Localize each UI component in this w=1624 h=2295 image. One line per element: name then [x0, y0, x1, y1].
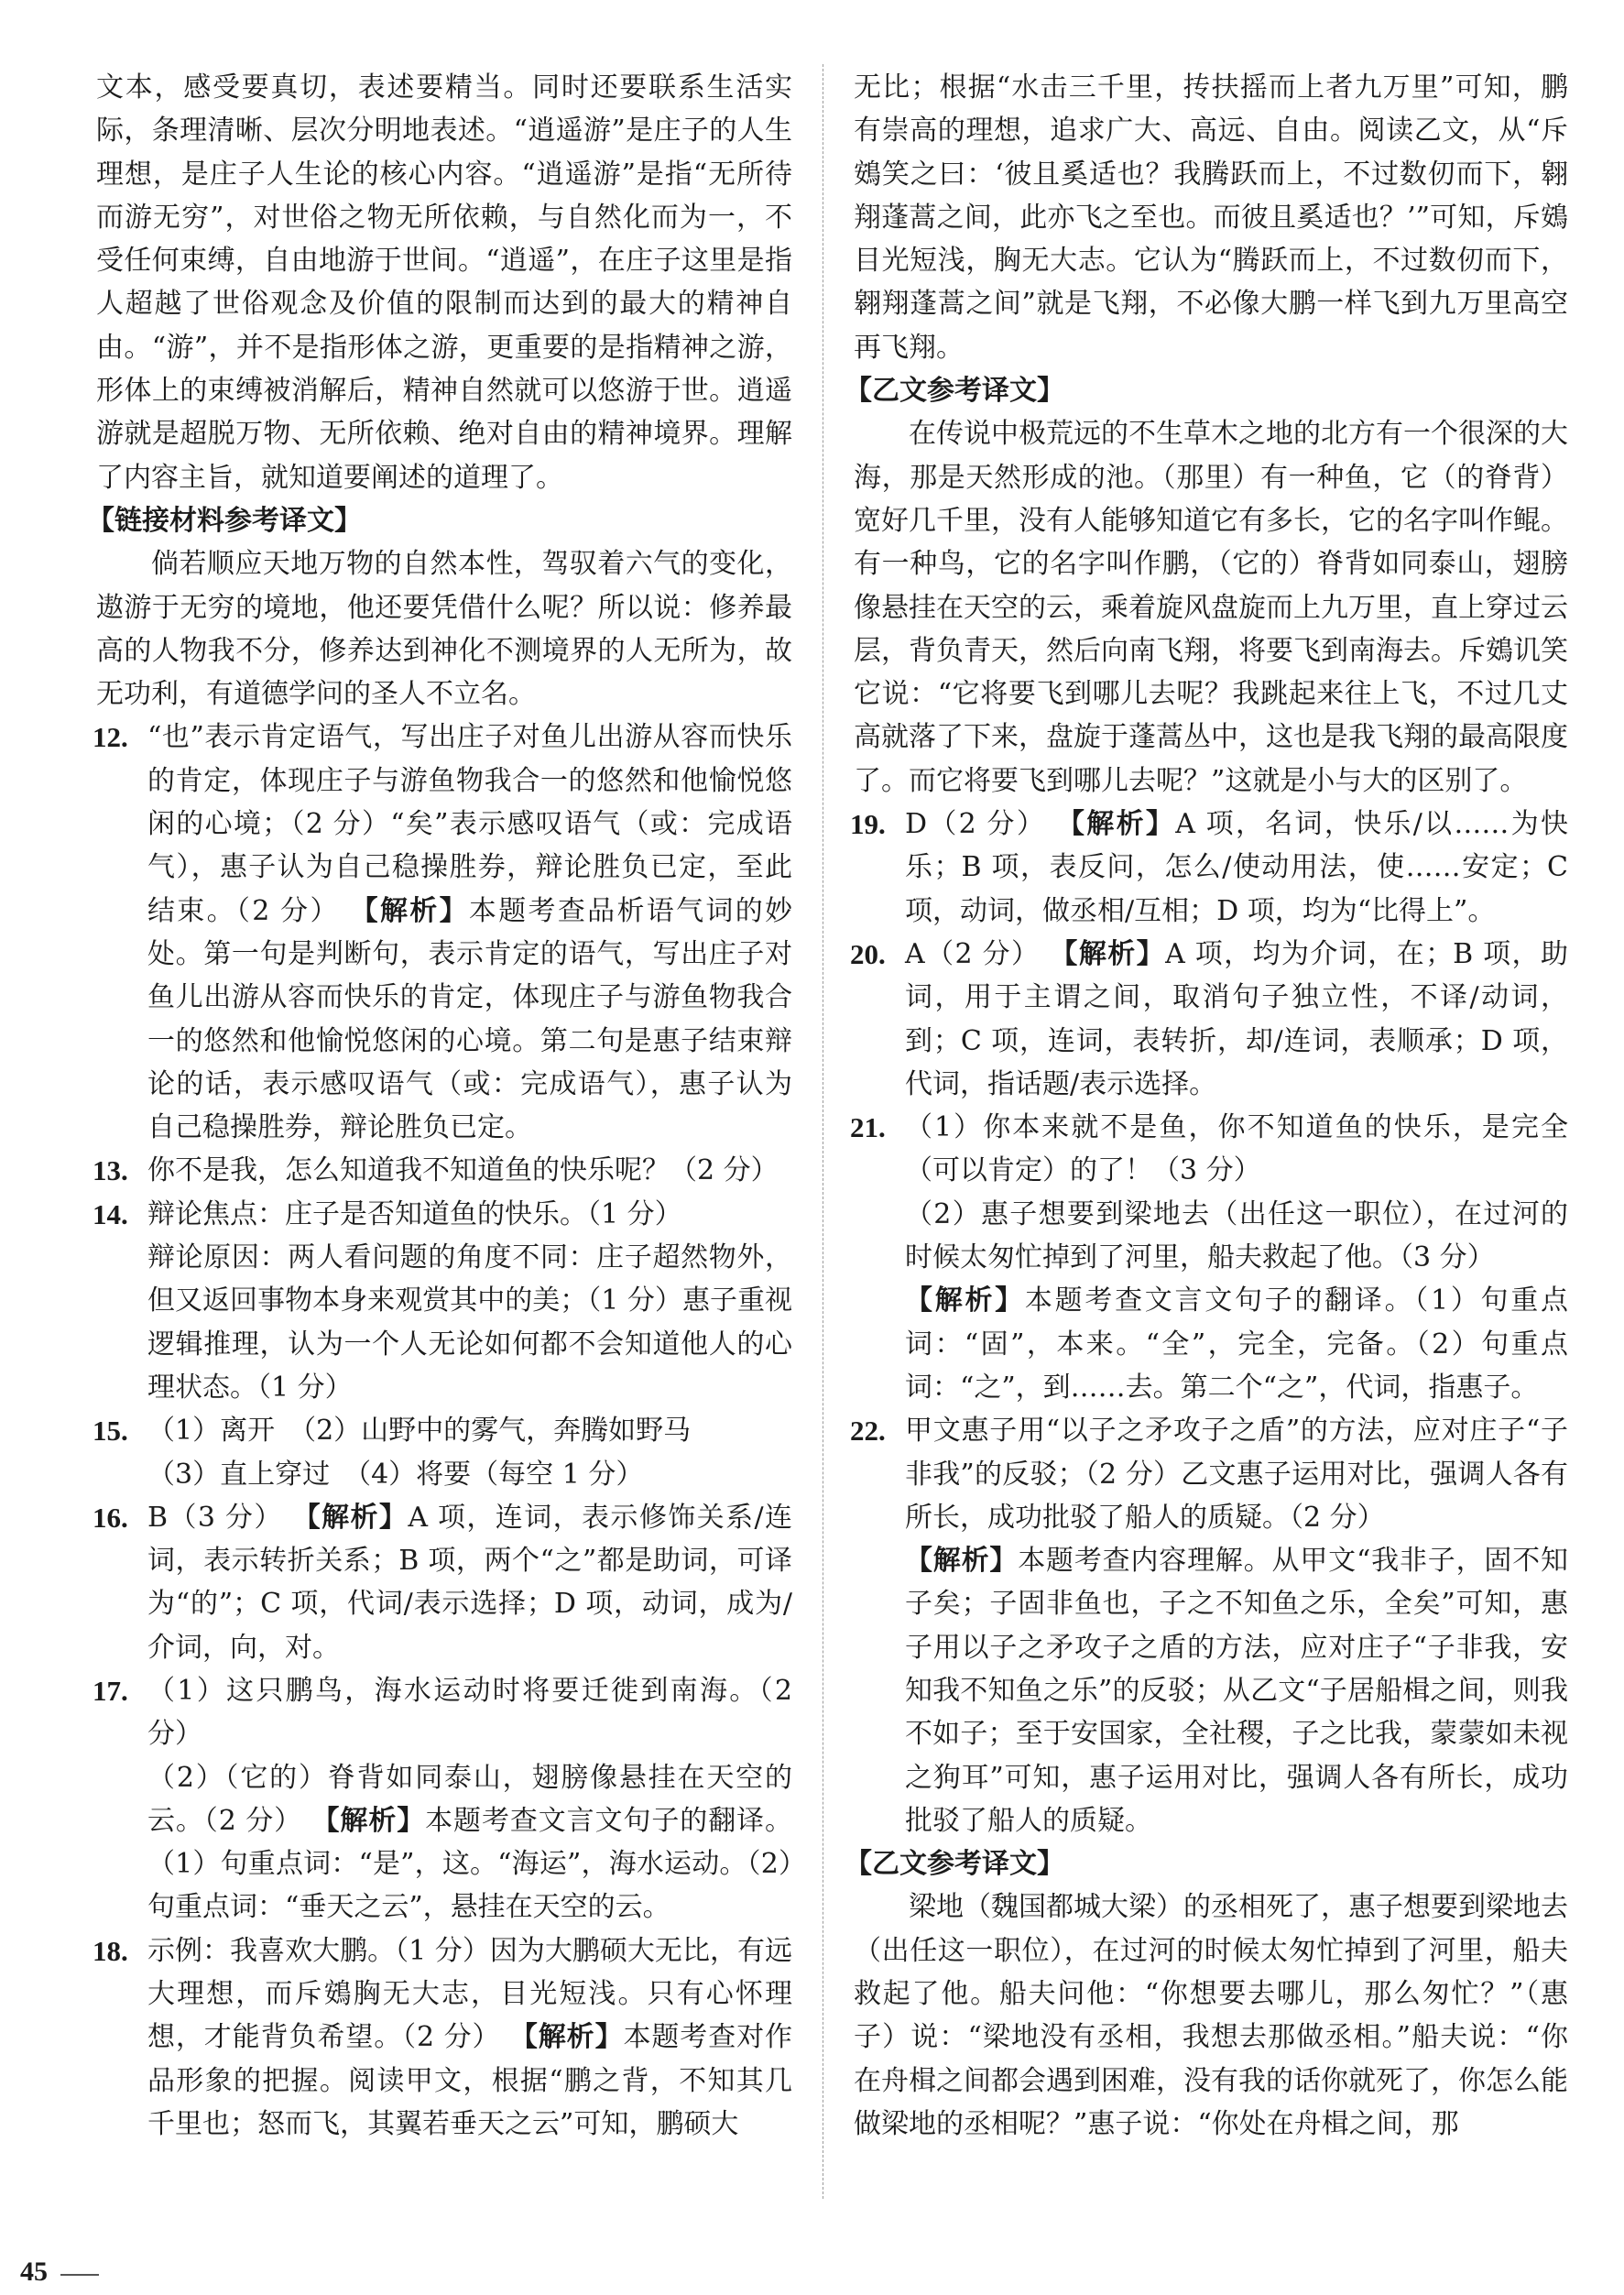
answer-line: （1）这只鹏鸟，海水运动时将要迁徙到南海。（2 分）: [147, 1674, 792, 1751]
question-number: 21.: [850, 1111, 886, 1144]
answer-line: （2）惠子想要到梁地去（出任这一职位），在过河的时候太匆忙掉到了河里，船夫救起了他。（3 分）: [905, 1197, 1568, 1274]
answer-line: （1）你本来就不是鱼，你不知道鱼的快乐，是完全（可以肯定）的了！（3 分）: [905, 1111, 1568, 1187]
analysis-tag: 【解析】: [509, 2021, 624, 2054]
question-21: [850, 1106, 1569, 1409]
question-number: 15.: [93, 1415, 128, 1448]
intro-paragraph: 文本，感受要真切，表述要精当。同时还要联系生活实际，条理清晰、层次分明地表述。“逍遥游”是庄子的人生理想，是庄子人生论的核心内容。“逍遥游”是指“无所待而游无穷”，对世俗之物无所依赖，与自然化而为一，不受任何束缚，自由地游于世间。“逍遥”，在庄子这里是指人超越了世俗观念及价值的限制而达到的最大的精神自由。“游”，并不是指形体之游，更重要的是指精神之游，形体上的束缚被消解后，精神自然就可以悠游于世。逍遥游就是超脱万物、无所依赖、绝对自由的精神境界。理解了内容主旨，就知道要阐述的道理了。: [96, 71, 792, 494]
question-18: [93, 1929, 793, 2146]
answer-text: 示例：我喜欢大鹏。（1 分）因为大鹏硕大无比，有远大理想，而斥鴳胸无大志，目光短浅。只有心怀理想，才能背负希望。（2 分）: [147, 1934, 792, 2054]
question-number: 13.: [93, 1154, 128, 1187]
analysis-tag: 【解析】: [905, 1545, 1019, 1578]
question-22: [850, 1409, 1568, 1842]
analysis-tag: 【解析】: [1050, 937, 1166, 970]
question-16: [93, 1496, 793, 1669]
question-number: 14.: [93, 1197, 128, 1230]
footer-rule: [60, 2274, 99, 2276]
question-19: [850, 803, 1569, 933]
answer-text: 甲文惠子用“以子之矛攻子之盾”的方法，应对庄子“子非我”的反驳；（2 分）乙文惠子运用对比，强调人各有所长，成功批驳了船人的质疑。（2 分）: [905, 1415, 1568, 1534]
yi-translation-text-1: 在传说中极荒远的不生草木之地的北方有一个很深的大海，那是天然形成的池。（那里）有一种鱼，它（的脊背）宽好几千里，没有人能够知道它有多长，它的名字叫作鲲。有一种鸟，它的名字叫作鹏，（它的）脊背如同泰山，翅膀像悬挂在天空的云，乘着旋风盘旋而上九万里，直上穿过云层，背负青天，然后向南飞翔，将要飞到南海去。斥鴳讥笑它说：“它将要飞到哪儿去呢？我跳起来往上飞，不过几丈高就落了下来，盘旋于蓬蒿丛中，这也是我飞翔的最高限度了。而它将要飞到哪儿去呢？”这就是小与大的区别了。: [854, 418, 1568, 797]
analysis-text: 本题考查内容理解。从甲文“我非子，固不知子矣；子固非鱼也，子之不知鱼之乐，全矣”可知，惠子用以子之矛攻子之盾的方法，应对庄子“子非我，安知我不知鱼之乐”的反驳；从乙文“子居船楫之间，则我不如子；至于安国家，全社稷，子之比我，蒙蒙如未视之狗耳”可知，惠子运用对比，强调人各有所长，成功批驳了船人的质疑。: [905, 1545, 1568, 1837]
yi-translation-text-2: 梁地（魏国都城大梁）的丞相死了，惠子想要到梁地去（出任这一职位），在过河的时候太匆忙掉到了河里，船夫救起了他。船夫问他：“你想要去哪儿，那么匆忙？”（惠子）说：“梁地没有丞相，我想去那做丞相。”船夫说：“你在舟楫之间都会遇到困难，没有我的话你就死了，你怎么能做梁地的丞相呢？”惠子说：“你处在舟楫之间，那: [854, 1891, 1568, 2140]
question-number: 19.: [850, 808, 886, 841]
answer-line: 辩论原因：两人看问题的角度不同：庄子超然物外，但又返回事物本身来观赏其中的美；（1 分）惠子重视逻辑推理，认为一个人无论如何都不会知道他人的心理状态。（1 分）: [147, 1241, 792, 1404]
analysis-tag: 【解析】: [350, 894, 469, 927]
question-14: [93, 1193, 792, 1409]
question-number: 12.: [93, 721, 128, 754]
question-number: 18.: [93, 1934, 128, 1967]
answer-line: （3）直上穿过 （4）将要（每空 1 分）: [147, 1458, 644, 1491]
answer-text: “也”表示肯定语气，写出庄子对鱼儿出游从容而快乐的肯定，体现庄子与游鱼物我合一的悠然和他愉悦悠闲的心境；（2 分）“矣”表示感叹语气（或：完成语气），惠子认为自己稳操胜券，辩论胜负已定，至此结束。（2 分）: [147, 721, 792, 927]
continued-analysis: 无比；根据“水击三千里，抟扶摇而上者九万里”可知，鹏有崇高的理想，追求广大、高远、自由。阅读乙文，从“斥鴳笑之曰：‘彼且奚适也？我腾跃而上，不过数仞而下，翱翔蓬蒿之间，此亦飞之至也。而彼且奚适也？’”可知，斥鴳目光短浅，胸无大志。它认为“腾跃而上，不过数仞而下，翱翔蓬蒿之间”就是飞翔，不必像大鹏一样飞到九万里高空再飞翔。: [854, 71, 1568, 364]
analysis-text: A 项，均为介词，在；B 项，助词，用于主谓之间，取消句子独立性，不译/动词，到；C 项，连词，表转折，却/连词，表顺承；D 项，代词，指话题/表示选择。: [905, 937, 1568, 1100]
question-15: [93, 1409, 792, 1496]
answer-line: （1）离开 （2）山野中的雾气，奔腾如野马: [147, 1415, 692, 1448]
link-heading: 【链接材料参考译文】: [87, 504, 362, 537]
question-number: 22.: [850, 1415, 886, 1448]
answer-text: A（2 分）: [905, 937, 1041, 970]
analysis-text: A 项，名词，快乐/以……为快乐；B 项，表反问，怎么/使动用法，使……安定；C 项，动词，做丞相/互相；D 项，均为“比得上”。: [905, 808, 1569, 927]
question-number: 16.: [93, 1501, 128, 1534]
analysis-text: 本题考查品析语气词的妙处。第一句是判断句，表示肯定的语气，写出庄子对鱼儿出游从容而快乐的肯定，体现庄子与游鱼物我合一的悠然和他愉悦悠闲的心境。第二句是惠子结束辩论的话，表示感叹语气（或：完成语气），惠子认为自己稳操胜券，辩论胜负已定。: [147, 894, 793, 1144]
analysis-text: 本题考查文言文句子的翻译。（1）句重点词：“固”，本来。“全”，完全，完备。（2）句重点词：“之”，到……去。第二个“之”，代词，指惠子。: [905, 1284, 1569, 1404]
answer-text: D（2 分）: [905, 808, 1047, 841]
answer-text: B（3 分）: [147, 1501, 283, 1534]
analysis-text: A 项，连词，表示修饰关系/连词，表示转折关系；B 项，两个“之”都是助词，可译为“的”；C 项，代词/表示选择；D 项，动词，成为/介词，向，对。: [147, 1501, 793, 1664]
analysis-tag: 【解析】: [1057, 808, 1176, 841]
question-13: [93, 1149, 792, 1192]
analysis-tag: 【解析】: [905, 1284, 1025, 1317]
answer-text: 你不是我，怎么知道我不知道鱼的快乐呢？（2 分）: [147, 1154, 779, 1187]
answer-line: （2）（它的）脊背如同泰山，翅膀像悬挂在天空的云。（2 分）: [147, 1761, 792, 1837]
question-number: 17.: [93, 1674, 128, 1707]
answer-line: 辩论焦点：庄子是否知道鱼的快乐。（1 分）: [147, 1197, 682, 1230]
analysis-text: 本题考查文言文句子的翻译。（1）句重点词：“是”，这。“海运”，海水运动。（2）句重点词：“垂天之云”，悬挂在天空的云。: [147, 1804, 793, 1924]
yi-translation-heading-1: 【乙文参考译文】: [845, 375, 1064, 408]
question-number: 20.: [850, 937, 886, 970]
analysis-text: 本题考查对作品形象的把握。阅读甲文，根据“鹏之背，不知其几千里也；怒而飞，其翼若垂天之云”可知，鹏硕大: [147, 2021, 793, 2140]
question-17: [93, 1669, 793, 1929]
yi-translation-heading-2: 【乙文参考译文】: [845, 1848, 1064, 1881]
right-column: [845, 66, 1569, 2146]
question-12: [93, 716, 793, 1149]
link-paragraph: 倘若顺应天地万物的自然本性，驾驭着六气的变化，遨游于无穷的境地，他还要凭借什么呢？所以说：修养最高的人物我不分，修养达到神化不测境界的人无所为，故无功利，有道德学问的圣人不立名。: [96, 548, 792, 711]
analysis-tag: 【解析】: [292, 1501, 409, 1534]
question-20: [850, 933, 1568, 1106]
page-number: 45: [20, 2257, 48, 2287]
left-column: [87, 66, 793, 2146]
analysis-tag: 【解析】: [311, 1804, 426, 1837]
